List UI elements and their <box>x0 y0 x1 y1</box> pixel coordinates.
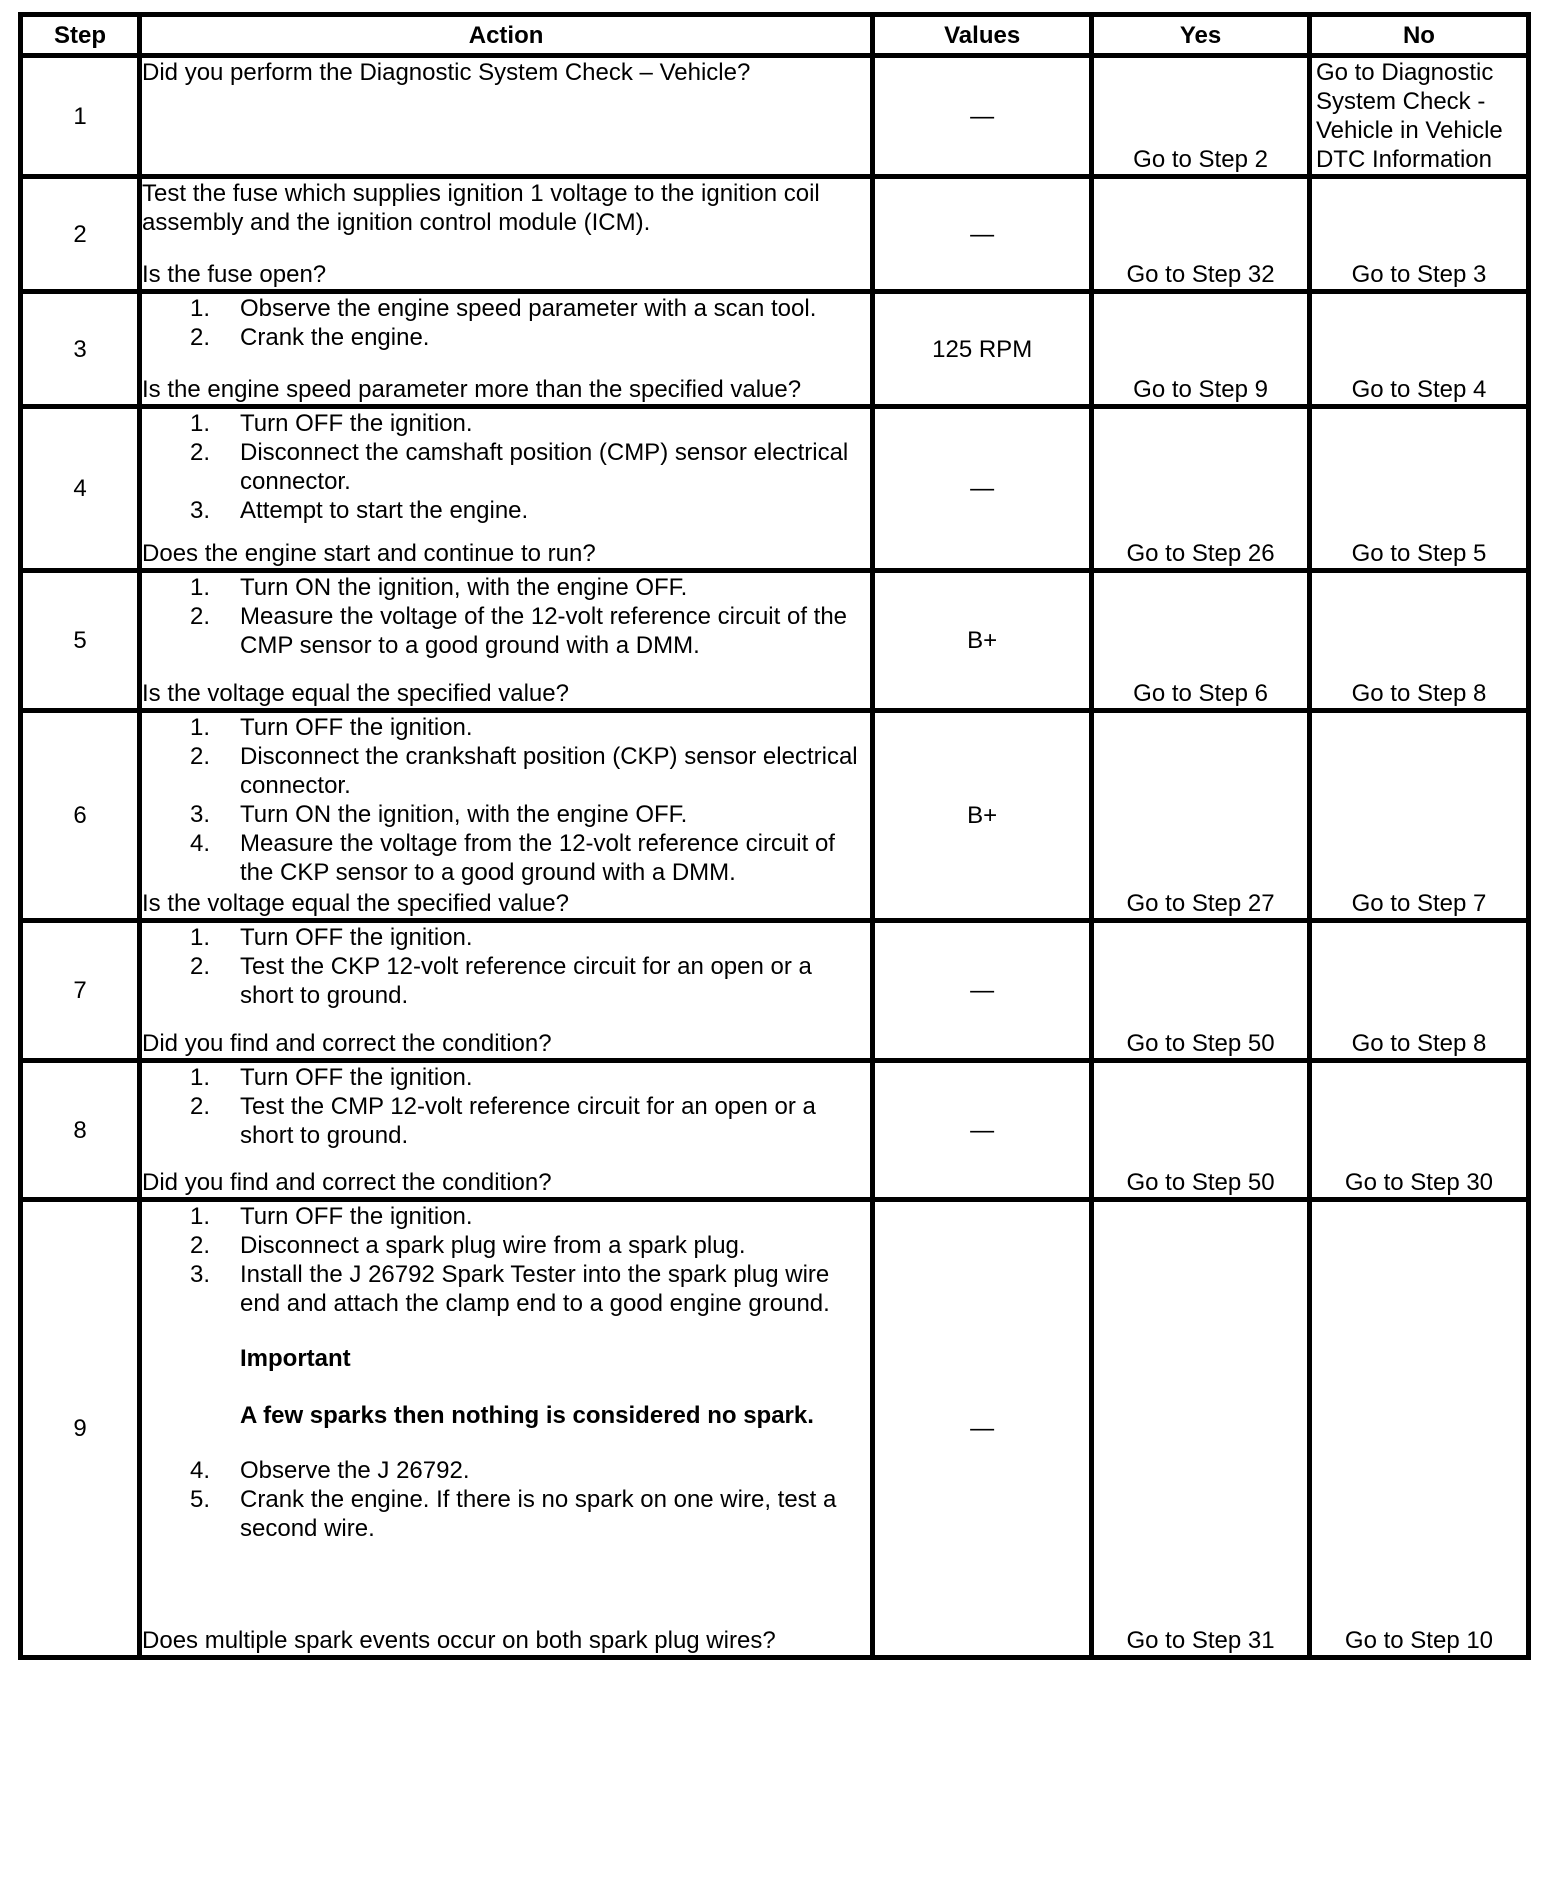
yes-cell: Go to Step 50 <box>1092 1061 1310 1200</box>
action-cell <box>140 292 873 407</box>
action-cell <box>140 571 873 711</box>
table-row <box>21 1061 1529 1200</box>
value-cell: 125 RPM <box>873 292 1092 407</box>
action-steps <box>142 573 870 660</box>
action-cell <box>140 407 873 571</box>
action-cell <box>140 56 873 177</box>
list-item: 3. Turn ON the ignition, with the engine OFF. <box>190 801 688 828</box>
list-item: 1. Turn OFF the ignition. <box>190 714 473 741</box>
action-text: Test the fuse which supplies ignition 1 voltage to the ignition coil assembly and the ignition control module (ICM). <box>142 180 820 236</box>
table-row <box>21 292 1529 407</box>
header-values: Values <box>873 15 1092 56</box>
action-cell <box>140 711 873 921</box>
value-cell: — <box>873 177 1092 292</box>
action-cell <box>140 1061 873 1200</box>
list-item: 2. Disconnect the crankshaft position (CKP) sensor electrical connector. <box>190 743 858 799</box>
no-cell: Go to Diagnostic System Check - Vehicle in Vehicle DTC Information <box>1309 56 1528 177</box>
header-yes: Yes <box>1092 15 1310 56</box>
action-question: Does the engine start and continue to run? <box>142 540 596 567</box>
list-item: 1. Observe the engine speed parameter with a scan tool. <box>190 295 817 322</box>
no-cell: Go to Step 7 <box>1309 711 1528 921</box>
action-cell <box>140 177 873 292</box>
yes-cell: Go to Step 26 <box>1092 407 1310 571</box>
list-item: 1. Turn OFF the ignition. <box>190 1064 473 1091</box>
important-notice <box>142 1344 870 1430</box>
action-steps <box>142 1202 870 1318</box>
list-item: 3. Install the J 26792 Spark Tester into the spark plug wire end and attach the clamp end to a good engine ground. <box>190 1261 830 1317</box>
no-cell: Go to Step 10 <box>1309 1200 1528 1658</box>
step-number: 6 <box>21 711 140 921</box>
table-row <box>21 921 1529 1061</box>
action-question: Did you find and correct the condition? <box>142 1030 552 1057</box>
value-cell: — <box>873 1200 1092 1658</box>
step-number: 7 <box>21 921 140 1061</box>
value-cell: — <box>873 1061 1092 1200</box>
list-item: 2. Disconnect a spark plug wire from a spark plug. <box>190 1232 746 1259</box>
value-cell: B+ <box>873 571 1092 711</box>
step-number: 8 <box>21 1061 140 1200</box>
action-question: Does multiple spark events occur on both spark plug wires? <box>142 1627 776 1654</box>
action-question: Did you find and correct the condition? <box>142 1169 552 1196</box>
value-cell: — <box>873 56 1092 177</box>
step-number: 3 <box>21 292 140 407</box>
list-item: 1. Turn OFF the ignition. <box>190 1203 473 1230</box>
value-cell: B+ <box>873 711 1092 921</box>
important-title: Important <box>240 1345 351 1372</box>
list-item: 1. Turn OFF the ignition. <box>190 410 473 437</box>
table-row <box>21 711 1529 921</box>
list-item: 2. Measure the voltage of the 12-volt reference circuit of the CMP sensor to a good ground with a DMM. <box>190 603 848 659</box>
list-item: 5. Crank the engine. If there is no spark on one wire, test a second wire. <box>190 1486 837 1542</box>
action-cell <box>140 921 873 1061</box>
no-cell: Go to Step 8 <box>1309 921 1528 1061</box>
list-item: 3. Attempt to start the engine. <box>190 497 529 524</box>
value-cell: — <box>873 407 1092 571</box>
action-steps <box>142 294 870 352</box>
list-item: 2. Test the CKP 12-volt reference circuit for an open or a short to ground. <box>190 953 812 1009</box>
action-text: Did you perform the Diagnostic System Check – Vehicle? <box>142 59 751 86</box>
yes-cell: Go to Step 9 <box>1092 292 1310 407</box>
yes-cell: Go to Step 6 <box>1092 571 1310 711</box>
no-cell: Go to Step 8 <box>1309 571 1528 711</box>
step-number: 1 <box>21 56 140 177</box>
important-text: A few sparks then nothing is considered no spark. <box>240 1402 814 1429</box>
action-steps <box>142 1456 870 1543</box>
no-cell: Go to Step 5 <box>1309 407 1528 571</box>
table-row <box>21 1200 1529 1658</box>
list-item: 2. Test the CMP 12-volt reference circuit for an open or a short to ground. <box>190 1093 816 1149</box>
header-action: Action <box>140 15 873 56</box>
header-row <box>21 15 1529 56</box>
table-row <box>21 407 1529 571</box>
list-item: 2. Crank the engine. <box>190 324 430 351</box>
step-number: 9 <box>21 1200 140 1658</box>
yes-cell: Go to Step 31 <box>1092 1200 1310 1658</box>
no-cell: Go to Step 3 <box>1309 177 1528 292</box>
yes-cell: Go to Step 50 <box>1092 921 1310 1061</box>
table-row <box>21 177 1529 292</box>
action-question: Is the voltage equal the specified value? <box>142 680 569 707</box>
list-item: 4. Observe the J 26792. <box>190 1457 470 1484</box>
header-step: Step <box>21 15 140 56</box>
value-cell: — <box>873 921 1092 1061</box>
yes-cell: Go to Step 32 <box>1092 177 1310 292</box>
yes-cell: Go to Step 2 <box>1092 56 1310 177</box>
list-item: 1. Turn ON the ignition, with the engine OFF. <box>190 574 688 601</box>
action-cell <box>140 1200 873 1658</box>
no-cell: Go to Step 30 <box>1309 1061 1528 1200</box>
step-number: 5 <box>21 571 140 711</box>
action-steps <box>142 409 870 525</box>
no-cell: Go to Step 4 <box>1309 292 1528 407</box>
list-item: 4. Measure the voltage from the 12-volt reference circuit of the CKP sensor to a good ground with a DMM. <box>190 830 835 886</box>
list-item: 1. Turn OFF the ignition. <box>190 924 473 951</box>
action-steps <box>142 1063 870 1150</box>
action-question: Is the fuse open? <box>142 261 327 288</box>
table-row <box>21 56 1529 177</box>
step-number: 4 <box>21 407 140 571</box>
table-row <box>21 571 1529 711</box>
header-no: No <box>1309 15 1528 56</box>
action-steps <box>142 923 870 1010</box>
list-item: 2. Disconnect the camshaft position (CMP) sensor electrical connector. <box>190 439 849 495</box>
step-number: 2 <box>21 177 140 292</box>
yes-cell: Go to Step 27 <box>1092 711 1310 921</box>
action-question: Is the voltage equal the specified value? <box>142 890 569 917</box>
action-question: Is the engine speed parameter more than the specified value? <box>142 376 802 403</box>
action-steps <box>142 713 870 887</box>
diagnostic-table <box>18 12 1531 1660</box>
